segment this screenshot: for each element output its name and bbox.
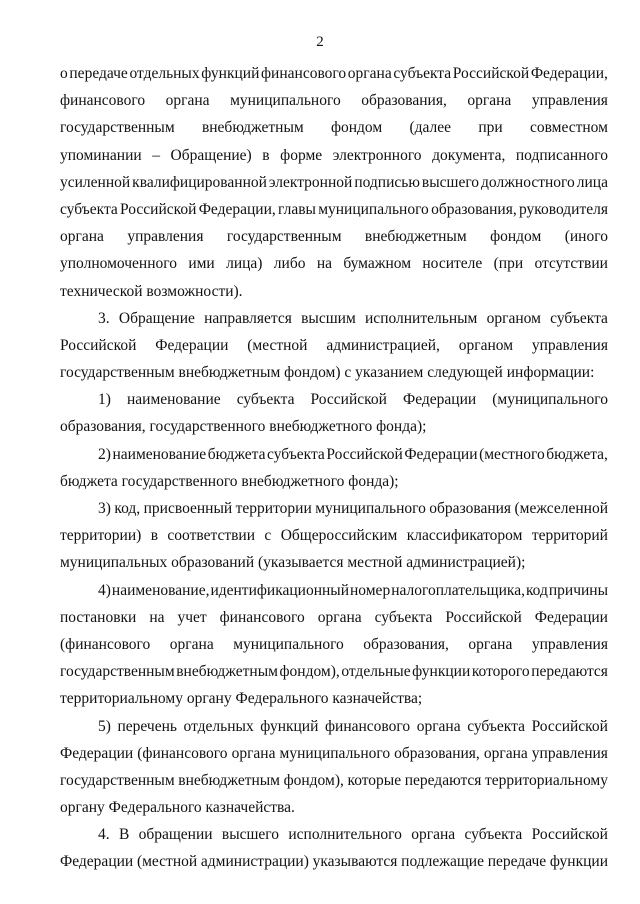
text-word: отсутствии — [534, 255, 608, 273]
text-word: бюджета — [207, 445, 266, 463]
text-word: 2) — [98, 445, 111, 463]
text-line — [60, 821, 608, 848]
text-word: территорий — [531, 527, 608, 545]
text-line — [60, 740, 608, 767]
text-word: в — [150, 527, 159, 545]
text-word: причины — [548, 581, 608, 599]
text-word: отдельных — [183, 717, 254, 735]
text-word: органа — [169, 635, 214, 653]
text-word: указываются — [312, 853, 398, 871]
text-word: финансового — [261, 65, 347, 82]
text-line — [60, 468, 608, 495]
text-word: бюджета, — [546, 445, 608, 463]
text-word: передаче — [69, 65, 128, 82]
text-word: Федерации — [60, 744, 134, 762]
text-word: электронного — [332, 146, 422, 164]
text-word: органа — [60, 228, 104, 246]
text-word: Федерации — [155, 336, 229, 354]
text-word: государственным — [60, 771, 175, 789]
text-line — [60, 142, 608, 169]
text-word: бюджета государственного внебюджетного фонда); — [60, 472, 399, 490]
text-line — [60, 305, 608, 332]
text-word: которые — [347, 771, 402, 789]
text-word: органа — [468, 635, 513, 653]
text-word: ими — [188, 255, 215, 273]
text-word: отдельных — [129, 65, 200, 82]
text-word: должностного — [481, 173, 575, 191]
text-word: носителе — [422, 255, 483, 273]
text-word: территории) — [60, 527, 142, 545]
text-word: 3. — [98, 309, 110, 327]
text-word: органом — [486, 309, 541, 327]
text-word: фондом — [330, 119, 383, 137]
text-word: функции — [412, 663, 471, 681]
text-word: 4. — [98, 826, 110, 844]
text-word: присвоенный — [143, 500, 233, 517]
text-line — [60, 685, 608, 712]
text-word: государственным внебюджетным фондом) с указанием следующей информации: — [60, 364, 595, 382]
text-word: функции — [549, 853, 608, 871]
text-word: уполномоченного — [60, 255, 177, 273]
text-line — [60, 278, 608, 305]
text-word: квалифицированной — [132, 173, 267, 191]
text-word: Обращение — [118, 309, 195, 327]
text-word: обращении — [138, 826, 213, 844]
text-word: муниципального — [233, 635, 344, 653]
text-line — [60, 386, 608, 413]
text-word: передаются — [404, 771, 482, 789]
text-word: муниципального — [279, 744, 391, 762]
text-line — [60, 767, 608, 794]
text-word: либо — [273, 255, 306, 273]
text-line — [60, 359, 608, 386]
text-word: внебюджетным — [364, 228, 467, 246]
page-number: 2 — [316, 34, 324, 50]
text-word: В — [118, 826, 130, 844]
text-word: классификатором — [406, 527, 523, 545]
text-word: Российской — [531, 826, 608, 844]
text-word: (муниципального — [492, 391, 608, 409]
text-word: соответствии — [167, 527, 256, 545]
text-word: наименование — [126, 391, 221, 409]
text-line — [60, 114, 608, 141]
text-line — [60, 713, 608, 740]
text-word: – — [152, 146, 160, 164]
text-word: (местного — [479, 445, 545, 463]
text-word: руководителя — [518, 200, 608, 218]
text-word: высшим — [301, 309, 356, 327]
text-word: фондом — [490, 228, 542, 246]
text-word: Российской — [60, 336, 137, 354]
text-word: управления — [531, 336, 608, 354]
text-word: территории — [235, 500, 312, 517]
text-word: Российской — [326, 445, 403, 463]
text-word: территориальному органу Федерального казначейства; — [60, 690, 423, 708]
text-word: учет — [177, 608, 207, 626]
text-word: органа — [467, 92, 512, 110]
text-word: совместном — [529, 119, 608, 137]
text-line — [60, 658, 608, 685]
text-word: Федерации — [402, 391, 477, 409]
text-word: (при — [493, 255, 524, 273]
text-word: электронной — [268, 173, 353, 191]
text-word: 5) — [98, 717, 111, 735]
text-word: фондом), — [283, 771, 344, 789]
text-word: отдельные — [341, 663, 411, 681]
text-word: (иного — [564, 228, 608, 246]
text-word: на — [149, 608, 165, 626]
text-word: субъекта — [60, 200, 118, 218]
text-word: код — [525, 581, 548, 599]
text-line — [60, 332, 608, 359]
text-word: (финансового — [60, 635, 151, 653]
text-word: 3) — [98, 500, 111, 517]
text-word: финансового — [324, 717, 411, 735]
text-word: Обращение) — [170, 146, 252, 164]
text-word: субъекта — [467, 717, 525, 735]
text-word: государственным — [226, 228, 342, 246]
text-word: образования, государственного внебюджетного фонда); — [60, 418, 427, 436]
text-word: подлежащие — [401, 853, 484, 871]
text-word: муниципального — [318, 200, 429, 218]
text-word: (местной — [247, 336, 308, 354]
text-word: субъекта — [236, 391, 295, 409]
text-word: налогоплательщика, — [391, 581, 525, 599]
text-word: Федерации, — [530, 65, 608, 82]
text-word: органа — [411, 826, 456, 844]
text-word: образования, — [394, 744, 480, 762]
text-word: финансового — [60, 92, 146, 110]
text-line — [60, 495, 608, 522]
text-word: при — [478, 119, 503, 137]
text-word: государственным — [60, 119, 175, 137]
text-word: высшего — [221, 826, 280, 844]
text-word: образования — [429, 500, 512, 517]
text-word: субъекта — [464, 826, 523, 844]
text-word: лица — [576, 173, 608, 191]
text-word: передаче — [487, 853, 547, 871]
text-line — [60, 223, 608, 250]
text-word: Российской — [445, 608, 522, 626]
document-body — [60, 60, 608, 876]
text-word: код, — [114, 500, 141, 517]
text-word: муниципальных образований (указывается местной администрацией); — [60, 554, 526, 572]
text-word: главы — [278, 200, 316, 218]
text-word: субъекта — [393, 65, 452, 82]
text-word: (местной — [136, 853, 198, 871]
text-word: внебюджетным — [176, 663, 278, 681]
text-line — [60, 604, 608, 631]
text-line — [60, 631, 608, 658]
text-word: муниципального — [230, 92, 341, 110]
text-word: Федерации — [60, 853, 134, 871]
text-word: органа — [483, 744, 528, 762]
text-word: Российской — [120, 200, 197, 218]
text-word: Общероссийским — [280, 527, 398, 545]
text-word: упоминании — [60, 146, 142, 164]
text-word: функций — [260, 717, 319, 735]
text-word: управления — [531, 635, 608, 653]
text-word: Российской — [531, 717, 608, 735]
text-word: управления — [531, 744, 608, 762]
text-word: Федерации — [534, 608, 608, 626]
text-line — [60, 169, 608, 196]
text-word: (финансового — [137, 744, 228, 762]
text-line — [60, 577, 608, 604]
text-word: перечень — [117, 717, 177, 735]
text-line — [60, 441, 608, 468]
text-word: образования, — [431, 200, 517, 218]
text-word: субъекта — [550, 309, 608, 327]
text-word: финансового — [219, 608, 305, 626]
text-word: лица) — [226, 255, 263, 273]
text-word: которого — [471, 663, 530, 681]
text-word: бумажном — [343, 255, 412, 273]
text-line — [60, 250, 608, 277]
text-line — [60, 413, 608, 440]
text-word: Федерации, — [198, 200, 276, 218]
text-word: субъекта — [374, 608, 433, 626]
text-word: органом — [458, 336, 514, 354]
text-word: органа — [347, 65, 392, 82]
text-word: технической возможности). — [60, 282, 243, 300]
text-word: Федерации — [404, 445, 478, 463]
text-word: номер — [350, 581, 391, 599]
text-word: высшего — [421, 173, 480, 191]
text-word: администрации) — [200, 853, 309, 871]
text-word: идентификационный — [210, 581, 350, 599]
text-line — [60, 794, 608, 821]
text-word: подписанного — [515, 146, 608, 164]
text-line — [60, 87, 608, 114]
text-word: органа — [231, 744, 276, 762]
text-word: образования, — [363, 635, 449, 653]
text-word: внебюджетным — [178, 771, 280, 789]
text-word: субъекта — [267, 445, 325, 463]
text-word: исполнительным — [365, 309, 478, 327]
text-word: направляется — [204, 309, 292, 327]
text-word: исполнительного — [288, 826, 402, 844]
text-word: на — [316, 255, 332, 273]
text-word: территориальному — [485, 771, 608, 789]
text-word: (далее — [409, 119, 452, 137]
text-word: (межселенной — [514, 500, 608, 517]
text-word: образования, — [361, 92, 447, 110]
text-word: администрацией, — [326, 336, 440, 354]
text-word: органу Федерального казначейства. — [60, 799, 295, 817]
text-word: органа — [317, 608, 362, 626]
text-word: документа, — [432, 146, 506, 164]
text-line — [60, 549, 608, 576]
text-word: в — [262, 146, 270, 164]
text-word: органа — [416, 717, 461, 735]
text-word: государственным — [60, 663, 175, 681]
text-line — [60, 522, 608, 549]
text-word: управления — [531, 92, 608, 110]
text-line — [60, 60, 608, 87]
text-word: Российской — [452, 65, 530, 82]
text-word: с — [264, 527, 272, 545]
text-word: передаются — [531, 663, 608, 681]
text-word: постановки — [60, 608, 137, 626]
text-word: подписью — [354, 173, 420, 191]
text-word: фондом), — [279, 663, 340, 681]
text-word: управления — [127, 228, 204, 246]
text-word: наименование — [112, 445, 207, 463]
text-word: Российской — [310, 391, 387, 409]
text-word: функций — [201, 65, 260, 82]
text-word: усиленной — [60, 173, 131, 191]
text-word: 1) — [98, 391, 111, 409]
text-word: наименование, — [111, 581, 210, 599]
text-word: о — [60, 65, 68, 82]
text-word: 4) — [98, 581, 111, 599]
text-word: форме — [280, 146, 323, 164]
text-word: муниципального — [315, 500, 426, 517]
text-word: внебюджетным — [201, 119, 304, 137]
text-line — [60, 848, 608, 875]
text-word: органа — [165, 92, 210, 110]
text-line — [60, 196, 608, 223]
